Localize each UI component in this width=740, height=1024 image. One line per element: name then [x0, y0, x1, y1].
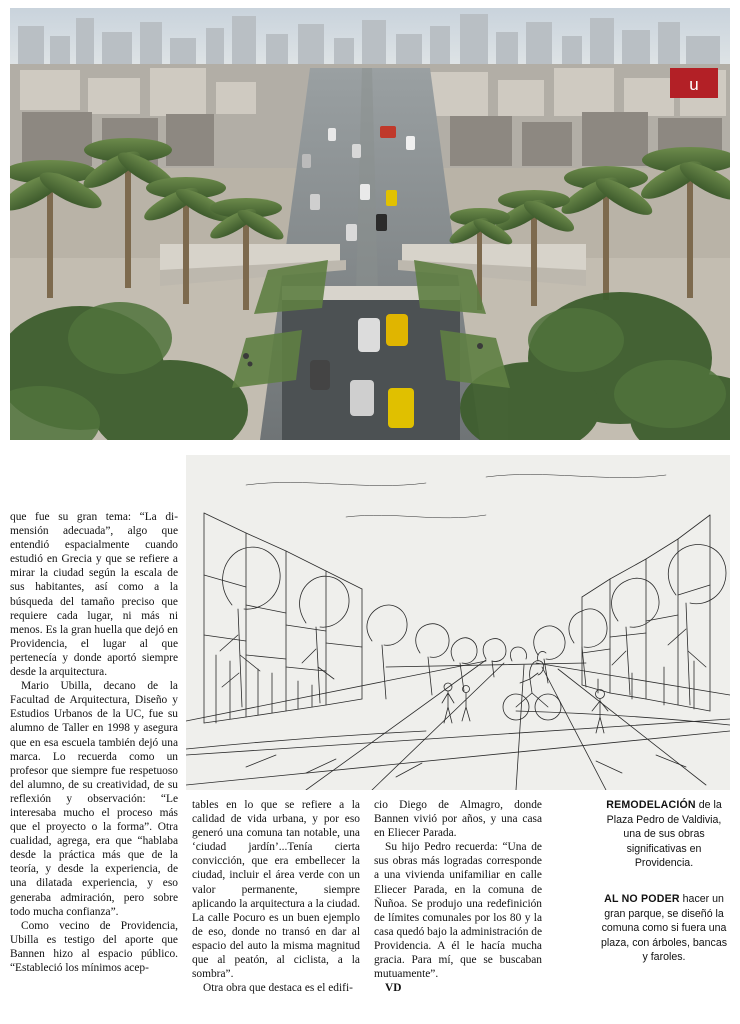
- paragraph: Como vecino de Providencia, Ubilla es testigo del aporte que Bannen hizo al espacio público. “Estableció los mínimos acep-: [10, 919, 178, 974]
- caption-column: [598, 798, 730, 965]
- article-column-2: [192, 798, 360, 995]
- caption-title: AL NO PODER: [604, 892, 680, 905]
- paragraph: tables en lo que se refiere a la calidad de vida urbana, y por eso generó una comuna tan notable, una ‘ciudad jardín’...Tenía cierta convicción, que era embellecer la ciudad, incluir el área verde con un valor permanente, siempre aplicando la arquitectura a la ciudad. La calle Pocuro es un buen ejemplo de eso, donde no transó en dar al espacio del auto la misma magnitud que al peatón, al ciclista, a la sombra”.: [192, 799, 360, 981]
- street-sketch-drawing: [186, 455, 730, 790]
- paragraph: Otra obra que destaca es el edifi-: [203, 982, 353, 995]
- article-column-3: [374, 798, 542, 995]
- caption-title: REMODELACIÓN: [606, 799, 696, 811]
- paragraph: Su hijo Pedro recuerda: “Una de sus obras más logradas corresponde a una vivienda unifamiliar en calle Eliecer Parada, en la comuna de Ñuñoa. Se produjo una redefinición de límites comunales por los 80 y la casa quedó bajo la administración de Providencia. A él le hacía mucha gracia. Para mí, que se buscaban mutuamente”.: [374, 841, 542, 981]
- aerial-photo-plaza-pedro-de-valdivia: [10, 8, 730, 440]
- caption-second: [598, 892, 730, 965]
- svg-text:u: u: [689, 75, 699, 94]
- caption-text: hacer un gran parque, se diseñó la comuna como si fuera una plaza, con árboles, bancas y faroles.: [600, 892, 728, 964]
- article-column-1: [10, 510, 178, 975]
- caption-first: [598, 798, 730, 871]
- paragraph: cio Diego de Almagro, donde Bannen vivió por años, y una casa en Eliecer Parada.: [374, 799, 542, 840]
- caption-text: de la Plaza Pedro de Valdivia, una de sus obras significativas en Providencia.: [606, 799, 722, 870]
- paragraph: que fue su gran tema: “La di-mensión adecuada”, algo que entendió espacialmente cuando estudió en Grecia y que se refiere a mirar la ciudad según la escala de sus habitantes, así como a la búsqueda del tamaño preciso que requiere cada lugar, ni más ni menos. Es la gran huella que dejó en Providencia, el lugar al que pertenecía y donde aportó siempre desde la arquitectura.: [10, 511, 178, 679]
- author-signature: VD: [385, 982, 402, 995]
- paragraph: Mario Ubilla, decano de la Facultad de Arquitectura, Diseño y Estudios Urbanos de la UC, fue su alumno de Taller en 1998 y asegura que en esa escuela también dejó una marca. Lo recuerda como un profesor que siempre fue respetuoso del alumno, de su creatividad, de su reflexión y observación: “Le interesaba mucho el proceso más que el proyecto o la forma”. Otra cualidad, agrega, era que “hablaba desde la práctica más que de la teoría, y desde la experiencia, de una dilatada experiencia, y eso generaba admiración, pero sobre todo mucha confianza”.: [10, 680, 178, 918]
